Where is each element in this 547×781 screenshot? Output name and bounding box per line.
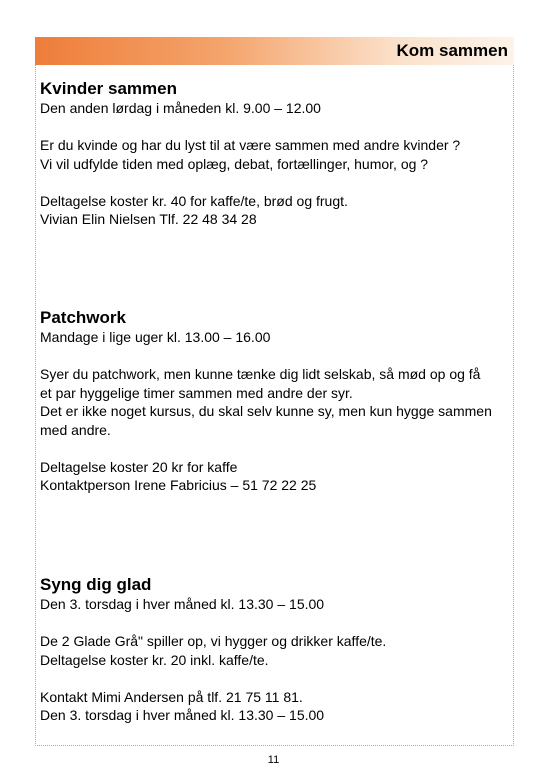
section-contact: Vivian Elin Nielsen Tlf. 22 48 34 28: [40, 211, 257, 227]
section-price: Deltagelse koster kr. 40 for kaffe/te, brød og frugt.: [40, 192, 348, 209]
section-description-line: et par hyggelige timer sammen med andre der syr.: [40, 384, 353, 401]
section-kvinder-sammen: [40, 78, 514, 229]
section-contact: Kontaktperson Irene Fabricius – 51 72 22 25: [40, 477, 317, 493]
section-title: Patchwork: [40, 308, 126, 327]
page-number: 11: [267, 754, 280, 766]
section-schedule: Den anden lørdag i måneden kl. 9.00 – 12.00: [40, 100, 321, 116]
section-contact: Kontakt Mimi Andersen på tlf. 21 75 11 81.: [40, 688, 303, 705]
section-description-line: Vi vil udfylde tiden med oplæg, debat, fortællinger, humor, og ?: [40, 155, 429, 172]
header-bar: [35, 37, 514, 65]
section-description-line: Syer du patchwork, men kunne tænke dig lidt selskab, så mød op og få: [40, 366, 481, 382]
section-schedule: Den 3. torsdag i hver måned kl. 13.30 – 15.00: [40, 596, 325, 612]
section-schedule-repeat: Den 3. torsdag i hver måned kl. 13.30 – 15.00: [40, 707, 325, 723]
page-title: Kom sammen: [396, 41, 508, 60]
section-description-line: med andre.: [40, 421, 111, 438]
section-description-line: Er du kvinde og har du lyst til at være sammen med andre kvinder ?: [40, 137, 461, 153]
section-schedule: Mandage i lige uger kl. 13.00 – 16.00: [40, 329, 271, 345]
section-patchwork: [40, 307, 514, 495]
section-description-line: Deltagelse koster kr. 20 inkl. kaffe/te.: [40, 651, 269, 668]
section-title: Kvinder sammen: [40, 79, 177, 98]
section-price: Deltagelse koster 20 kr for kaffe: [40, 458, 238, 475]
section-description-line: Det er ikke noget kursus, du skal selv kunne sy, men kun hygge sammen: [40, 403, 492, 419]
section-description-line: De 2 Glade Grå" spiller op, vi hygger og drikker kaffe/te.: [40, 633, 387, 649]
section-title: Syng dig glad: [40, 575, 152, 594]
section-syng-dig-glad: [40, 574, 514, 725]
